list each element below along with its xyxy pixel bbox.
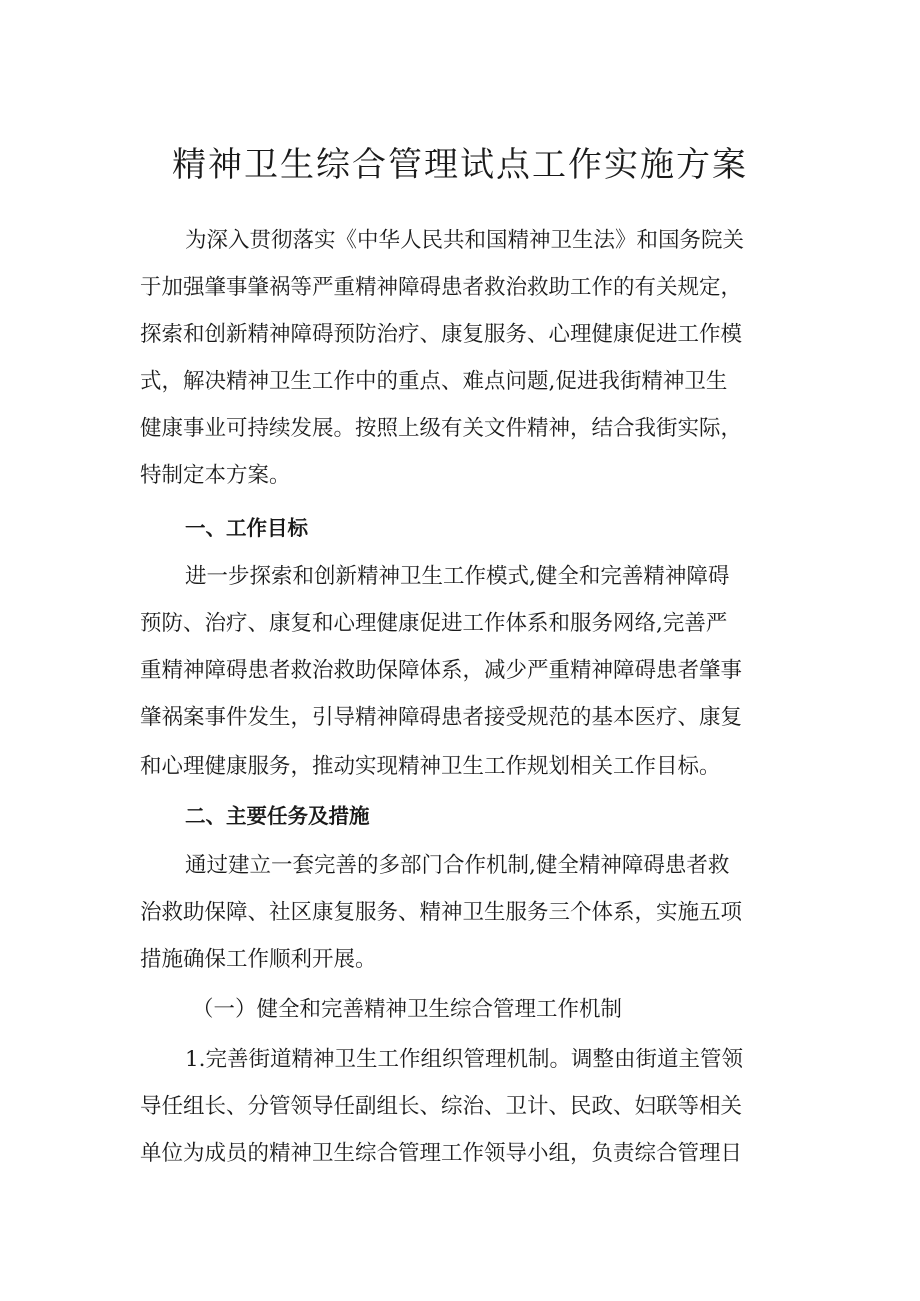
paragraph-line: 和心理健康服务，推动实现精神卫生工作规划相关工作目标。: [140, 754, 721, 779]
paragraph-line: 特制定本方案。: [140, 463, 291, 488]
paragraph-line: 措施确保工作顺利开展。: [140, 947, 377, 972]
section-heading: 二、主要任务及措施: [185, 804, 370, 828]
paragraph-line: 重精神障碍患者救治救助保障体系，减少严重精神障碍患者肇事: [140, 658, 743, 683]
paragraph-line: 单位为成员的精神卫生综合管理工作领导小组，负责综合管理日: [140, 1141, 743, 1166]
paragraph-line: 为深入贯彻落实《中华人民共和国精神卫生法》和国务院关: [185, 228, 745, 253]
paragraph-line: 于加强肇事肇祸等严重精神障碍患者救治救助工作的有关规定，: [140, 275, 743, 300]
paragraph-line: 1.完善街道精神卫生工作组织管理机制。调整由街道主管领: [185, 1047, 744, 1072]
paragraph-line: 通过建立一套完善的多部门合作机制,健全精神障碍患者救: [185, 853, 730, 878]
document-title: 精神卫生综合管理试点工作实施方案: [172, 145, 748, 185]
paragraph-line: 探索和创新精神障碍预防治疗、康复服务、心理健康促进工作模: [140, 322, 743, 347]
section-heading: 一、工作目标: [185, 516, 308, 540]
paragraph-line: 式，解决精神卫生工作中的重点、难点问题,促进我街精神卫生: [140, 369, 728, 394]
paragraph-line: 健康事业可持续发展。按照上级有关文件精神，结合我街实际，: [140, 416, 743, 441]
paragraph-line: 治救助保障、社区康复服务、精神卫生服务三个体系，实施五项: [140, 900, 743, 925]
subsection-heading: （一）健全和完善精神卫生综合管理工作机制: [192, 997, 623, 1022]
paragraph-line: 肇祸案事件发生，引导精神障碍患者接受规范的基本医疗、康复: [140, 705, 743, 730]
paragraph-line: 预防、治疗、康复和心理健康促进工作体系和服务网络,完善严: [140, 611, 728, 636]
paragraph-line: 进一步探索和创新精神卫生工作模式,健全和完善精神障碍: [185, 564, 730, 589]
paragraph-line: 导任组长、分管领导任副组长、综治、卫计、民政、妇联等相关: [140, 1094, 743, 1119]
